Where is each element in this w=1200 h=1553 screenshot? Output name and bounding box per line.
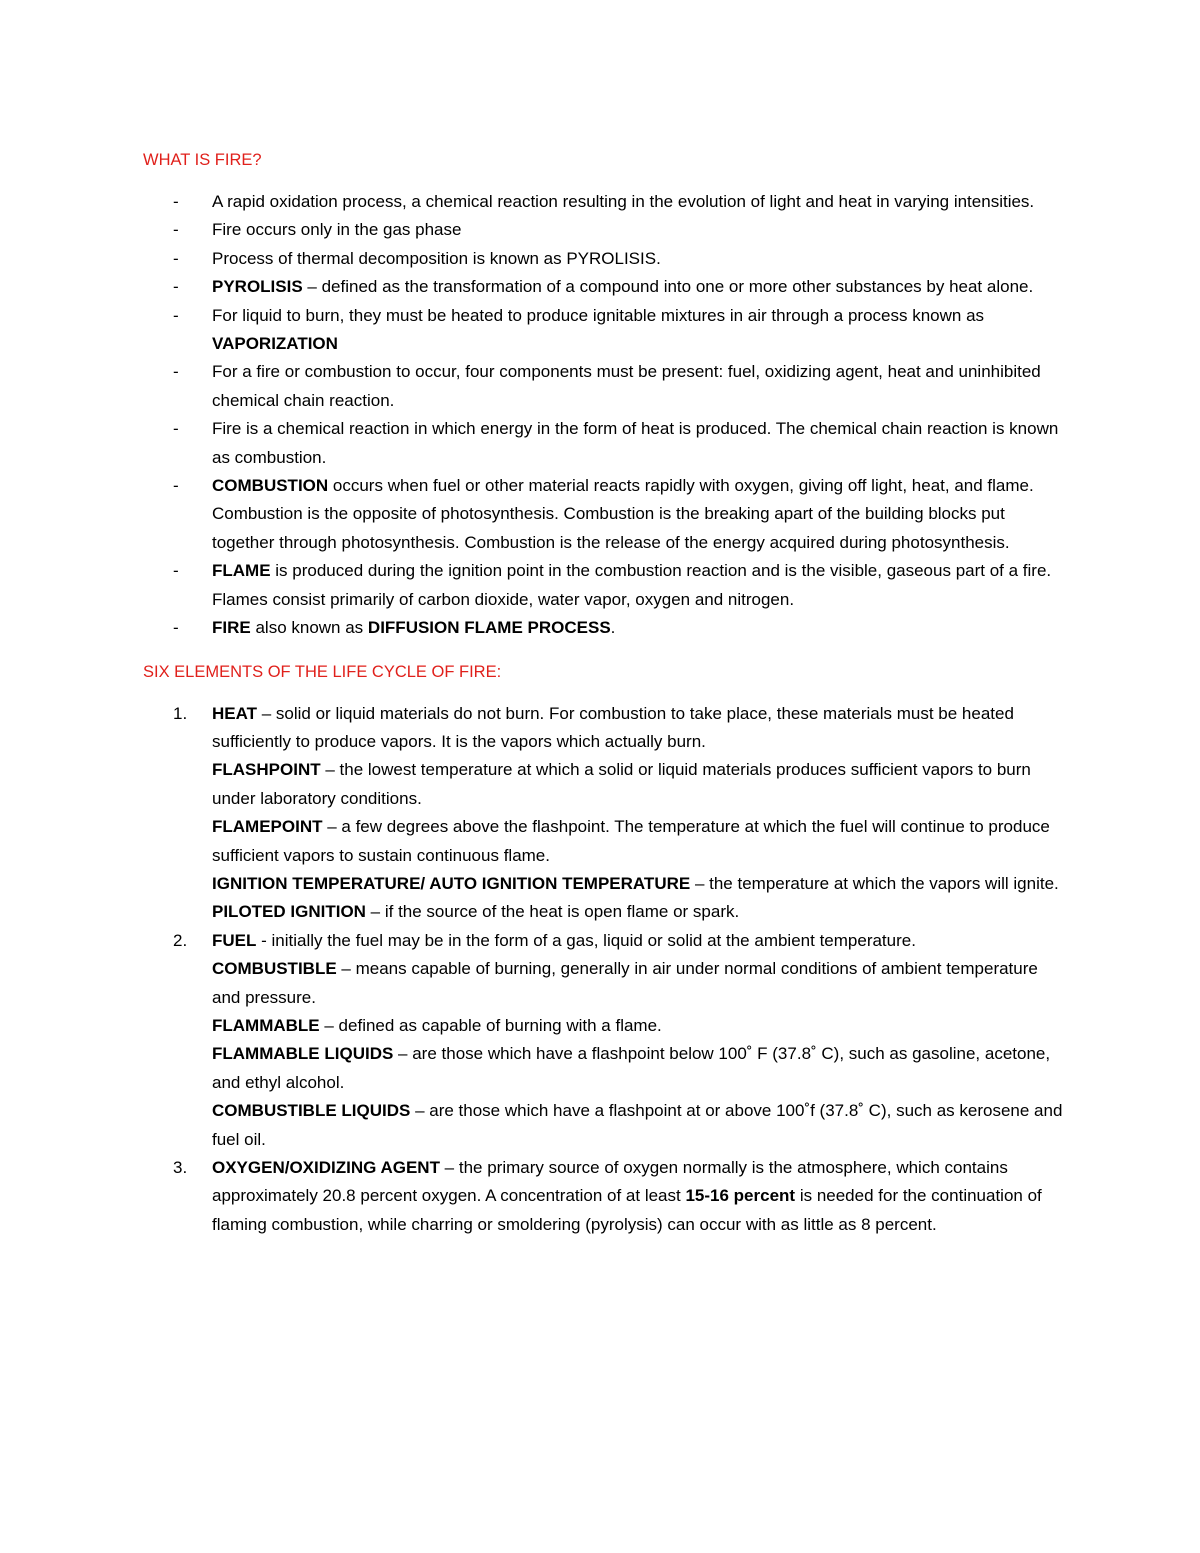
life-cycle-list <box>143 700 1068 1240</box>
term-piloted-ignition: PILOTED IGNITION <box>212 902 366 922</box>
heading-what-is-fire: WHAT IS FIRE? <box>143 151 262 169</box>
list-number: 1. <box>173 703 188 723</box>
term-fuel: FUEL <box>212 930 257 950</box>
list-item-heat: 1. HEAT – solid or liquid materials do not burn. For combustion to take place, these materials must be heated sufficiently to produce vapors. It is the vapors which actually burn. FLASHPOINT – the lowest temperature at which a solid or liquid materials produces sufficient vapors to burn under laboratory conditions. FLAMEPOINT – a few degrees above the flashpoint. The temperature at which the fuel will continue to produce sufficient vapors to sustain continuous flame. IGNITION TEMPERATURE/ AUTO IGNITION TEMPERATURE – the temperature at which the vapors will ignite. PILOTED IGNITION – if the source of the heat is open flame or spark. <box>143 700 1068 927</box>
dash-marker: - <box>173 277 179 297</box>
list-number: 2. <box>173 930 188 950</box>
term-flamepoint: FLAMEPOINT <box>212 817 323 837</box>
dash-marker: - <box>173 618 179 638</box>
list-number: 3. <box>173 1158 188 1177</box>
dash-marker: - <box>173 305 179 325</box>
list-item: - Process of thermal decomposition is known as PYROLISIS. <box>143 245 1068 273</box>
list-item: - PYROLISIS – defined as the transformation of a compound into one or more other substances by heat alone. <box>143 273 1068 301</box>
dash-marker: - <box>173 192 179 211</box>
term-oxygen-oxidizing-agent: OXYGEN/OXIDIZING AGENT <box>212 1158 440 1177</box>
term-pyrolisis: PYROLISIS <box>212 277 303 297</box>
term-ignition-temperature: IGNITION TEMPERATURE/ AUTO IGNITION TEMPERATURE <box>212 873 691 893</box>
term-combustible: COMBUSTIBLE <box>212 959 337 979</box>
list-item: - FLAME is produced during the ignition point in the combustion reaction and is the visible, gaseous part of a fire. Flames consist primarily of carbon dioxide, water vapor, oxygen and nitrogen. <box>143 557 1068 614</box>
list-item-fuel: 2. FUEL - initially the fuel may be in the form of a gas, liquid or solid at the ambient temperature. COMBUSTIBLE – means capable of burning, generally in air under normal conditions of ambient temperature and pressure. FLAMMABLE – defined as capable of burning with a flame. FLAMMABLE LIQUIDS – are those which have a flashpoint below 100˚ F (37.8˚ C), such as gasoline, acetone, and ethyl alcohol. COMBUSTIBLE LIQUIDS – are those which have a flashpoint at or above 100˚f (37.8˚ C), such as kerosene and fuel oil. <box>143 927 1068 1154</box>
term-flame: FLAME <box>212 561 271 581</box>
list-item: - A rapid oxidation process, a chemical reaction resulting in the evolution of light and heat in varying intensities. <box>143 188 1068 216</box>
document-page <box>143 146 1068 1239</box>
list-item: - FIRE also known as DIFFUSION FLAME PROCESS. <box>143 614 1068 642</box>
term-flashpoint: FLASHPOINT <box>212 760 321 780</box>
term-diffusion-flame-process: DIFFUSION FLAME PROCESS <box>367 618 611 638</box>
term-15-16-percent: 15-16 percent <box>685 1186 796 1206</box>
list-item: - COMBUSTION occurs when fuel or other material reacts rapidly with oxygen, giving off light, heat, and flame. Combustion is the opposite of photosynthesis. Combustion is the breaking apart of the building blocks put together through photosynthesis. Combustion is the release of the energy acquired during photosynthesis. <box>143 472 1068 557</box>
dash-marker: - <box>173 476 179 496</box>
term-heat: HEAT <box>212 703 258 723</box>
list-item: - For a fire or combustion to occur, four components must be present: fuel, oxidizing agent, heat and uninhibited chemical chain reaction. <box>143 358 1068 415</box>
term-combustion: COMBUSTION <box>212 476 329 496</box>
dash-marker: - <box>173 419 179 439</box>
dash-marker: - <box>173 220 179 240</box>
heading-six-elements: SIX ELEMENTS OF THE LIFE CYCLE OF FIRE: <box>143 662 502 681</box>
dash-marker: - <box>173 248 179 268</box>
list-item: - For liquid to burn, they must be heated to produce ignitable mixtures in air through a process known as VAPORIZATION <box>143 302 1068 359</box>
term-flammable-liquids: FLAMMABLE LIQUIDS <box>212 1044 394 1064</box>
term-vaporization: VAPORIZATION <box>212 334 338 354</box>
dash-marker: - <box>173 362 179 382</box>
term-flammable: FLAMMABLE <box>212 1015 320 1035</box>
fire-facts-list <box>143 188 1068 643</box>
term-fire: FIRE <box>212 618 251 638</box>
dash-marker: - <box>173 561 179 581</box>
list-item: - Fire is a chemical reaction in which energy in the form of heat is produced. The chemical chain reaction is known as combustion. <box>143 415 1068 472</box>
list-item: - Fire occurs only in the gas phase <box>143 216 1068 244</box>
term-combustible-liquids: COMBUSTIBLE LIQUIDS <box>212 1101 411 1121</box>
list-item-oxygen: 3. OXYGEN/OXIDIZING AGENT – the primary source of oxygen normally is the atmosphere, which contains approximately 20.8 percent oxygen. A concentration of at least 15-16 percent is needed for the continuation of flaming combustion, while charring or smoldering (pyrolysis) can occur with as little as 8 percent. <box>143 1154 1068 1239</box>
